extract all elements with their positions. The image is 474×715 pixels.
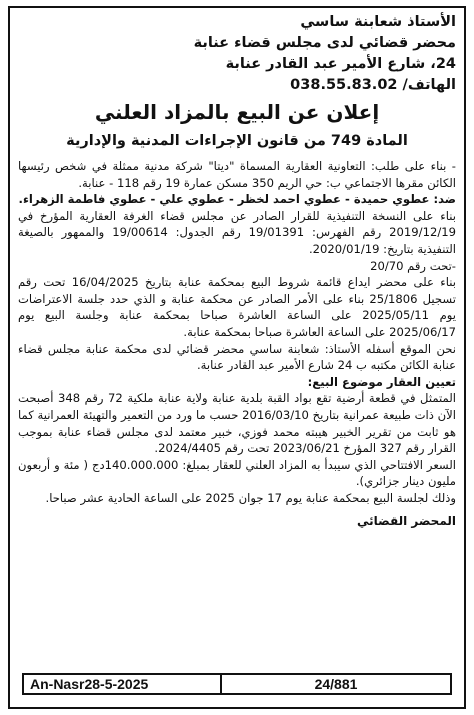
announcement-subtitle: المادة 749 من قانون الإجراءات المدنية والإدارية bbox=[66, 133, 408, 149]
paragraph-ruling: بناء على النسخة التنفيذية للقرار الصادر عن مجلس قضاء الغرفة العقارية المؤرخ في 2019/12/19 رقم الفهرس: 19/01391 رقم الجدول: 19/00614 والممهور بالصيغة التنفيذية بتاريخ: 2020/01/19. bbox=[18, 208, 456, 256]
paragraph-session: وذلك لجلسة البيع بمحكمة عنابة يوم 17 جوان 2025 على الساعة الحادية عشر صباحا. bbox=[45, 490, 456, 505]
publication-ref: An-Nasr28-5-2025 bbox=[24, 675, 222, 693]
bailiff-name: الأستاذ شعابنة ساسي bbox=[300, 14, 456, 30]
paragraph-defendants: ضد: عطوي حميدة - عطوي احمد لخظر - عطوي علي - عطوي فاطمة الزهراء. bbox=[18, 192, 456, 207]
paragraph-property-heading: تعيين العقار موضوع البيع: bbox=[307, 374, 456, 389]
paragraph-property: المتمثل في قطعة أرضية تقع بواد القبة بلدية عنابة ولاية عنابة ملكية 72 رقم 348 أصبحت الآن ذات طبيعة عمرانية بتاريخ 2016/03/10 حسب ما ورد من التعمير والتهيئة العمرانية كما هو ثابت من تقرير الخبير هيبته محمد فوزي، خبير معتمد لدى مجلس قضاء عنابة بموجب القرار رقم 327 المؤرخ 2023/06/21 تحت رقم 2024/4405. bbox=[18, 391, 456, 456]
announcement-number: 24/881 bbox=[314, 676, 358, 692]
paragraph-conditions: بناء على محضر ايداع قائمة شروط البيع بمحكمة عنابة بتاريخ 16/04/2025 تحت رقم تسجيل 25/1806 بناء على الأمر الصادر عن محكمة عنابة و الذي حدد جلسة الاعتراضات يوم 2025/05/11 على الساعة العاشرة صباحا بمحكمة عنابة وجلسة البيع يوم 2025/06/17 على الساعة العاشرة صباحا بمحكمة عنابة. bbox=[18, 275, 456, 339]
signature-label: المحضر القضائي bbox=[356, 514, 456, 529]
announcement-frame bbox=[8, 6, 466, 709]
paragraph-reference: -تحت رقم 20/70 bbox=[370, 258, 456, 273]
announcement-title: إعلان عن البيع بالمزاد العلني bbox=[94, 100, 380, 124]
paragraph-requester: - بناء على طلب: التعاونية العقارية المسماة "ديتا" شركة مدنية ممثلة في شخص رئيسها الكائن مقرها الاجتماعي ب: حي الريم 350 مسكن عمارة 19 رقم 118 - عنابة. bbox=[18, 159, 456, 190]
announcement-body bbox=[18, 12, 456, 528]
paragraph-signatory: نحن الموقع أسفله الأستاذ: شعابنة ساسي محضر قضائي لدى محكمة عنابة مجلس قضاء عنابة الكائن مكتبه ب 24 شارع الأمير عبد القادر عنابة. bbox=[18, 341, 456, 373]
footer-bar bbox=[22, 673, 452, 695]
bailiff-phone: الهاتف/ 038.55.83.02 bbox=[290, 77, 456, 93]
bailiff-title: محضر قضائي لدى مجلس قضاء عنابة bbox=[193, 35, 456, 51]
paragraph-price: السعر الافتتاحي الذي سيبدأ به المزاد العلني للعقار بمبلغ: 140.000.000دج ( مئة و أربعون مليون دينار جزائري). bbox=[18, 457, 457, 489]
bailiff-address: 24، شارع الأمير عبد القادر عنابة bbox=[225, 56, 456, 72]
